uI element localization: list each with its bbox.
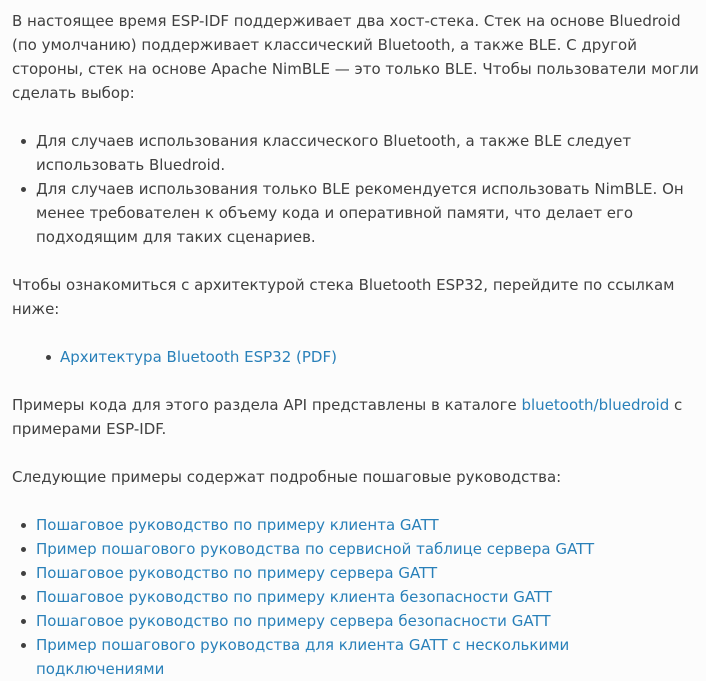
gatt-server-service-table-walkthrough-link[interactable]: Пример пошагового руководства по сервисной таблице сервера GATT bbox=[36, 540, 595, 558]
list-item bbox=[12, 345, 702, 369]
gatt-security-client-walkthrough-link[interactable]: Пошаговое руководство по примеру клиента безопасности GATT bbox=[36, 588, 553, 606]
gatt-client-multi-connect-walkthrough-link[interactable]: Пример пошагового руководства для клиента GATT с несколькими подключениями bbox=[36, 636, 570, 678]
list-item bbox=[12, 561, 702, 585]
spacer bbox=[12, 321, 702, 345]
spacer bbox=[12, 249, 702, 273]
list-item bbox=[12, 585, 702, 609]
list-item bbox=[12, 609, 702, 633]
spacer bbox=[12, 441, 702, 465]
bluedroid-examples-link[interactable]: bluetooth/bluedroid bbox=[521, 396, 670, 414]
spacer bbox=[12, 489, 702, 513]
gatt-security-server-walkthrough-link[interactable]: Пошаговое руководство по примеру сервера безопасности GATT bbox=[36, 612, 551, 630]
intro-paragraph: В настоящее время ESP-IDF поддерживает два хост-стека. Стек на основе Bluedroid (по умолчанию) поддерживает классический Bluetooth, а также BLE. С другой стороны, стек на основе Apache NimBLE — это только BLE. Чтобы пользователи могли сделать выбор: bbox=[12, 12, 699, 102]
architecture-paragraph: Чтобы ознакомиться с архитектурой стека Bluetooth ESP32, перейдите по ссылкам ниже: bbox=[12, 276, 675, 318]
architecture-link-list bbox=[12, 345, 702, 369]
examples-text-after: с примерами ESP-IDF. bbox=[12, 396, 683, 438]
document-body bbox=[12, 9, 702, 681]
gatt-client-walkthrough-link[interactable]: Пошаговое руководство по примеру клиента GATT bbox=[36, 516, 439, 534]
list-item bbox=[12, 633, 702, 681]
examples-paragraph bbox=[12, 393, 702, 441]
walkthrough-link-list bbox=[12, 513, 702, 681]
stack-choice-list bbox=[12, 129, 702, 249]
spacer bbox=[12, 105, 702, 129]
list-item: Для случаев использования классического Bluetooth, а также BLE следует использовать Bluedroid. bbox=[12, 129, 702, 177]
examples-text-before: Примеры кода для этого раздела API представлены в каталоге bbox=[12, 396, 522, 414]
gatt-server-walkthrough-link[interactable]: Пошаговое руководство по примеру сервера GATT bbox=[36, 564, 438, 582]
spacer bbox=[12, 369, 702, 393]
list-item bbox=[12, 513, 702, 537]
list-item bbox=[12, 537, 702, 561]
list-item: Для случаев использования только BLE рекомендуется использовать NimBLE. Он менее требователен к объему кода и оперативной памяти, что делает его подходящим для таких сценариев. bbox=[12, 177, 702, 249]
walkthroughs-paragraph: Следующие примеры содержат подробные пошаговые руководства: bbox=[12, 468, 562, 486]
architecture-pdf-link[interactable]: Архитектура Bluetooth ESP32 (PDF) bbox=[60, 348, 337, 366]
